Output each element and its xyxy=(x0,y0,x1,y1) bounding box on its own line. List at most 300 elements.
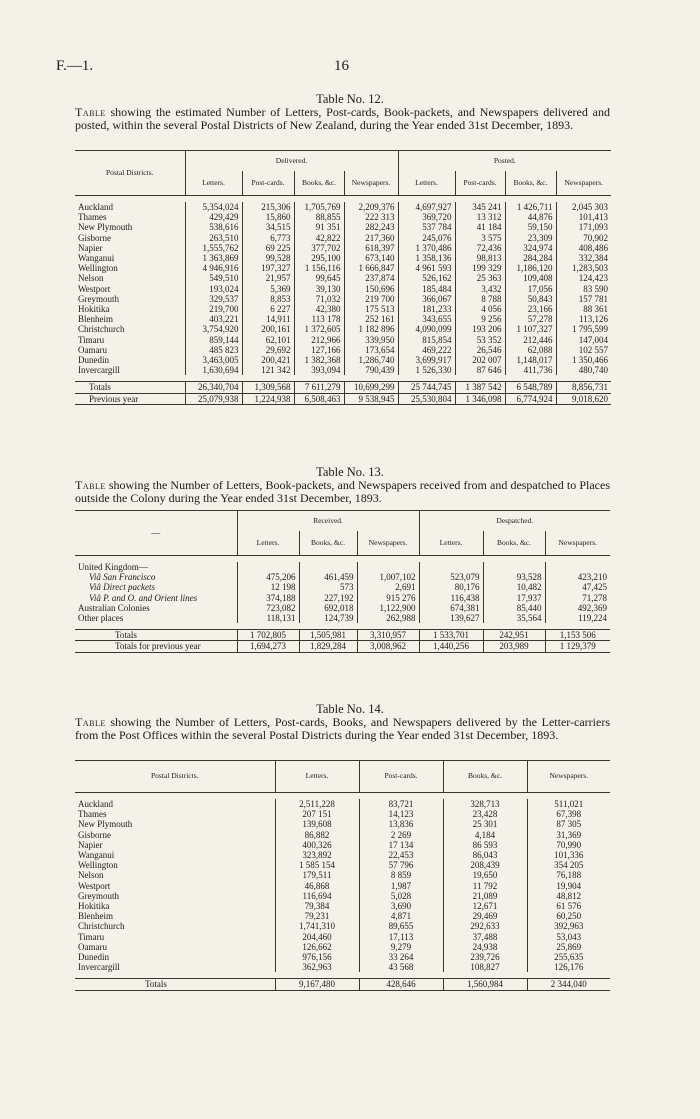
cell-value: 76,188 xyxy=(527,870,610,880)
cell-value: 1,987 xyxy=(359,881,443,891)
origin-name: Viâ P. and O. and Orient lines xyxy=(89,592,198,603)
cell-value: 23,428 xyxy=(443,809,527,819)
cell-value: 19,650 xyxy=(443,870,527,880)
cell-value: 6 227 xyxy=(242,304,294,314)
cell-value: 9,018,620 xyxy=(556,393,611,404)
cell-value: 17 134 xyxy=(359,840,443,850)
table-14-caption-lead: Table xyxy=(75,715,106,729)
cell-value: 87 305 xyxy=(527,819,610,829)
cell-value: 86,882 xyxy=(275,830,359,840)
cell-value: 1 426,711 xyxy=(505,202,556,212)
cell-value: 1,224,938 xyxy=(242,393,294,404)
cell-value: 400,326 xyxy=(275,840,359,850)
cell-value: 549,510 xyxy=(185,273,242,283)
table-12-col-header: Letters. xyxy=(185,171,242,196)
table-row xyxy=(75,233,611,243)
cell-value: 150,696 xyxy=(344,284,398,294)
cell-value: 1 372,605 xyxy=(294,324,344,334)
cell-value: 1 350,466 xyxy=(556,355,611,365)
district-name: Christchurch xyxy=(78,324,125,335)
row-label: Totals xyxy=(115,630,137,641)
district-name: Thames xyxy=(78,212,107,223)
cell-value: 4 961 593 xyxy=(398,263,455,273)
cell-value: 10,699,299 xyxy=(344,382,398,393)
table-13-title: Table No. 13. xyxy=(316,465,384,479)
cell-value: 5,369 xyxy=(242,284,294,294)
district-name: Auckland xyxy=(78,799,113,809)
cell-value: 53 352 xyxy=(455,335,505,345)
table-13-col-header: Letters. xyxy=(419,531,483,556)
cell-value: 72,436 xyxy=(455,243,505,253)
cell-value: 263,510 xyxy=(185,233,242,243)
cell-value: 99,528 xyxy=(242,253,294,263)
cell-value: 9,167,480 xyxy=(275,979,359,990)
district-name: Dunedin xyxy=(78,952,109,963)
cell-value: 9,279 xyxy=(359,942,443,952)
cell-value: 23,166 xyxy=(505,304,556,314)
cell-value: 366,067 xyxy=(398,294,455,304)
cell-value: 88 361 xyxy=(556,304,611,314)
row-label: Totals xyxy=(145,979,167,990)
cell-value: 85,440 xyxy=(483,603,545,613)
cell-value: 227,192 xyxy=(299,593,357,603)
table-14-col-header: Newspapers. xyxy=(527,761,610,793)
cell-value: 362,963 xyxy=(275,962,359,972)
district-name: Blenheim xyxy=(78,911,113,922)
cell-value: 197,327 xyxy=(242,263,294,273)
cell-value: 1,153 506 xyxy=(545,630,610,641)
district-name: Greymouth xyxy=(78,890,119,901)
cell-value: 127,166 xyxy=(294,345,344,355)
cell-value: 98,813 xyxy=(455,253,505,263)
cell-value: 1 156,116 xyxy=(294,263,344,273)
cell-value: 343,655 xyxy=(398,314,455,324)
cell-value: 3,690 xyxy=(359,901,443,911)
page-number: 16 xyxy=(334,58,349,74)
cell-value: 252 161 xyxy=(344,314,398,324)
table-12-col-header: Newspapers. xyxy=(344,171,398,196)
cell-value: 723,082 xyxy=(237,603,299,613)
cell-value: 7 611,279 xyxy=(294,382,344,393)
cell-value: 101,336 xyxy=(527,850,610,860)
table-12-col-header: Post-cards. xyxy=(455,171,505,196)
cell-value: 4,090,099 xyxy=(398,324,455,334)
cell-value: 3,432 xyxy=(455,284,505,294)
district-name: Christchurch xyxy=(78,921,125,932)
cell-value: 4,697,927 xyxy=(398,202,455,212)
cell-value: 215,306 xyxy=(242,202,294,212)
cell-value: 12 198 xyxy=(237,582,299,592)
cell-value: 245,076 xyxy=(398,233,455,243)
table-row xyxy=(75,273,611,283)
origin-name: Viâ San Francisco xyxy=(89,572,156,583)
table-row xyxy=(75,613,610,623)
cell-value: 29,469 xyxy=(443,911,527,921)
table-row xyxy=(75,212,611,222)
cell-value: 3,310,957 xyxy=(357,630,419,641)
cell-value: 2,691 xyxy=(357,582,419,592)
district-name: Gisborne xyxy=(78,232,111,243)
cell-value: 42,822 xyxy=(294,233,344,243)
cell-value: 1 526,330 xyxy=(398,365,455,375)
cell-value: 1,286,740 xyxy=(344,355,398,365)
cell-value: 242,951 xyxy=(483,630,545,641)
cell-value: 109,408 xyxy=(505,273,556,283)
cell-value: 469,222 xyxy=(398,345,455,355)
cell-value: 139,627 xyxy=(419,613,483,623)
cell-value: 118,131 xyxy=(237,613,299,623)
cell-value: 354 205 xyxy=(527,860,610,870)
cell-value: 393,094 xyxy=(294,365,344,375)
cell-value: 480,740 xyxy=(556,365,611,375)
cell-value: 62,088 xyxy=(505,345,556,355)
cell-value: 124,423 xyxy=(556,273,611,283)
cell-value: 25 363 xyxy=(455,273,505,283)
district-name: Nelson xyxy=(78,273,104,284)
cell-value: 429,429 xyxy=(185,212,242,222)
cell-value: 204,460 xyxy=(275,932,359,942)
cell-value: 48,812 xyxy=(527,891,610,901)
cell-value: 239,726 xyxy=(443,952,527,962)
table-row xyxy=(75,562,610,572)
table-14-col-header: Post-cards. xyxy=(359,761,443,793)
district-name: Invercargill xyxy=(78,962,120,973)
table-row xyxy=(75,942,610,952)
cell-value: 139,608 xyxy=(275,819,359,829)
cell-value: 1,694,273 xyxy=(237,641,299,652)
empty-cell xyxy=(545,562,610,572)
table-row xyxy=(75,881,610,891)
cell-value: 1 382,368 xyxy=(294,355,344,365)
cell-value: 199 329 xyxy=(455,263,505,273)
table-13-col-header: Newspapers. xyxy=(357,531,419,556)
table-12-col-header: Books, &c. xyxy=(294,171,344,196)
cell-value: 538,616 xyxy=(185,222,242,232)
cell-value: 1,829,284 xyxy=(299,641,357,652)
cell-value: 219,700 xyxy=(185,304,242,314)
cell-value: 3 575 xyxy=(455,233,505,243)
cell-value: 181,233 xyxy=(398,304,455,314)
table-13-col-header: Newspapers. xyxy=(545,531,610,556)
cell-value: 26,340,704 xyxy=(185,382,242,393)
cell-value: 292,633 xyxy=(443,921,527,931)
cell-value: 35,564 xyxy=(483,613,545,623)
table-row xyxy=(75,593,610,603)
table-row xyxy=(75,603,610,613)
cell-value: 212,966 xyxy=(294,335,344,345)
cell-value: 2,209,376 xyxy=(344,202,398,212)
district-name: Timaru xyxy=(78,334,105,345)
cell-value: 17,056 xyxy=(505,284,556,294)
table-row xyxy=(75,952,610,962)
empty-cell xyxy=(483,562,545,572)
table-row xyxy=(75,809,610,819)
table-14-col-header: Books, &c. xyxy=(443,761,527,793)
table-row xyxy=(75,870,610,880)
table-row xyxy=(75,572,610,582)
cell-value: 93,528 xyxy=(483,572,545,582)
table-row xyxy=(75,962,610,972)
table-12-stub-header: Postal Districts. xyxy=(75,151,185,196)
table-row xyxy=(75,243,611,253)
row-label: Previous year xyxy=(89,393,139,404)
table-row xyxy=(75,850,610,860)
cell-value: 3,463,005 xyxy=(185,355,242,365)
cell-value: 19,904 xyxy=(527,881,610,891)
table-row xyxy=(75,284,611,294)
cell-value: 44,876 xyxy=(505,212,556,222)
table-row xyxy=(75,335,611,345)
cell-value: 377,702 xyxy=(294,243,344,253)
cell-value: 34,515 xyxy=(242,222,294,232)
cell-value: 108,827 xyxy=(443,962,527,972)
empty-cell xyxy=(357,562,419,572)
cell-value: 126,662 xyxy=(275,942,359,952)
table-14-stub-header: Postal Districts. xyxy=(150,771,199,781)
cell-value: 511,021 xyxy=(527,799,610,809)
district-name: Oamaru xyxy=(78,941,107,952)
cell-value: 99,645 xyxy=(294,273,344,283)
table-12 xyxy=(75,150,611,405)
cell-value: 88,855 xyxy=(294,212,344,222)
cell-value: 2 344,040 xyxy=(527,979,610,990)
district-name: Napier xyxy=(78,839,103,850)
cell-value: 26,546 xyxy=(455,345,505,355)
district-name: Auckland xyxy=(78,202,113,212)
cell-value: 46,868 xyxy=(275,881,359,891)
cell-value: 23,309 xyxy=(505,233,556,243)
cell-value: 1 346,098 xyxy=(455,393,505,404)
cell-value: 37,488 xyxy=(443,932,527,942)
cell-value: 25,079,938 xyxy=(185,393,242,404)
cell-value: 4,871 xyxy=(359,911,443,921)
cell-value: 22,453 xyxy=(359,850,443,860)
cell-value: 6,773 xyxy=(242,233,294,243)
cell-value: 237,874 xyxy=(344,273,398,283)
cell-value: 21,089 xyxy=(443,891,527,901)
cell-value: 47,425 xyxy=(545,582,610,592)
cell-value: 102 557 xyxy=(556,345,611,355)
cell-value: 21,957 xyxy=(242,273,294,283)
cell-value: 113 178 xyxy=(294,314,344,324)
cell-value: 692,018 xyxy=(299,603,357,613)
table-12-col-header: Newspapers. xyxy=(556,171,611,196)
cell-value: 374,188 xyxy=(237,593,299,603)
table-12-col-header: Books, &c. xyxy=(505,171,556,196)
table-12-title: Table No. 12. xyxy=(316,92,384,106)
cell-value: 121 342 xyxy=(242,365,294,375)
cell-value: 1 107,327 xyxy=(505,324,556,334)
cell-value: 2,511,228 xyxy=(275,799,359,809)
cell-value: 171,093 xyxy=(556,222,611,232)
table-14-caption-text: showing the Number of Letters, Post-cards, Books, and Newspapers delivered by the Letter-carriers from the Post Offices within the several Postal Districts during the Year ended 31st December, 1893. xyxy=(75,715,610,742)
cell-value: 674,381 xyxy=(419,603,483,613)
table-14-col-header: Letters. xyxy=(275,761,359,793)
cell-value: 43 568 xyxy=(359,962,443,972)
cell-value: 4 946,916 xyxy=(185,263,242,273)
cell-value: 4,184 xyxy=(443,830,527,840)
cell-value: 53,043 xyxy=(527,932,610,942)
table-12-col-header: Letters. xyxy=(398,171,455,196)
table-row xyxy=(75,911,610,921)
cell-value: 392,963 xyxy=(527,921,610,931)
table-14-body xyxy=(75,793,610,991)
cell-value: 8,856,731 xyxy=(556,382,611,393)
cell-value: 25,869 xyxy=(527,942,610,952)
uk-group-label: United Kingdom— xyxy=(78,562,148,572)
table-13 xyxy=(75,510,610,653)
table-14-caption xyxy=(75,716,610,742)
empty-cell xyxy=(299,562,357,572)
cell-value: 537 784 xyxy=(398,222,455,232)
cell-value: 39,130 xyxy=(294,284,344,294)
table-row xyxy=(75,891,610,901)
cell-value: 57,278 xyxy=(505,314,556,324)
cell-value: 324,974 xyxy=(505,243,556,253)
cell-value: 475,206 xyxy=(237,572,299,582)
table-12-previous-row xyxy=(75,393,611,404)
table-12-caption-lead: Table xyxy=(75,105,106,119)
table-row xyxy=(75,314,611,324)
district-name: Wanganui xyxy=(78,253,115,264)
cell-value: 10,482 xyxy=(483,582,545,592)
district-name: Napier xyxy=(78,242,103,253)
table-12-caption xyxy=(75,106,610,132)
table-row xyxy=(75,355,611,365)
cell-value: 8,853 xyxy=(242,294,294,304)
table-row xyxy=(75,202,611,212)
cell-value: 25 301 xyxy=(443,819,527,829)
cell-value: 1 370,486 xyxy=(398,243,455,253)
cell-value: 62,101 xyxy=(242,335,294,345)
cell-value: 1 387 542 xyxy=(455,382,505,393)
table-13-caption xyxy=(75,479,610,505)
cell-value: 219 700 xyxy=(344,294,398,304)
district-name: Westport xyxy=(78,283,111,294)
cell-value: 202 007 xyxy=(455,355,505,365)
cell-value: 1,440,256 xyxy=(419,641,483,652)
cell-value: 1 358,136 xyxy=(398,253,455,263)
cell-value: 1 666,847 xyxy=(344,263,398,273)
table-row xyxy=(75,324,611,334)
cell-value: 203,989 xyxy=(483,641,545,652)
table-14 xyxy=(75,760,610,991)
cell-value: 976,156 xyxy=(275,952,359,962)
cell-value: 1 363,869 xyxy=(185,253,242,263)
cell-value: 1 585 154 xyxy=(275,860,359,870)
table-row xyxy=(75,294,611,304)
cell-value: 1 702,805 xyxy=(237,630,299,641)
table-row xyxy=(75,830,610,840)
cell-value: 295,100 xyxy=(294,253,344,263)
table-row xyxy=(75,263,611,273)
cell-value: 284,284 xyxy=(505,253,556,263)
table-row xyxy=(75,860,610,870)
district-name: Dunedin xyxy=(78,355,109,366)
cell-value: 25 744,745 xyxy=(398,382,455,393)
district-name: Timaru xyxy=(78,931,105,942)
cell-value: 1,630,694 xyxy=(185,365,242,375)
table-row xyxy=(75,582,610,592)
cell-value: 113,126 xyxy=(556,314,611,324)
cell-value: 33 264 xyxy=(359,952,443,962)
cell-value: 485 823 xyxy=(185,345,242,355)
cell-value: 71,278 xyxy=(545,593,610,603)
cell-value: 57 796 xyxy=(359,860,443,870)
table-row xyxy=(75,304,611,314)
table-row xyxy=(75,345,611,355)
table-12-caption-text: showing the estimated Number of Letters, Post-cards, Book-packets, and Newspapers delivered and posted, within the several Postal Districts of New Zealand, during the Year ended 31st December, 1893. xyxy=(75,105,610,132)
cell-value: 1,505,981 xyxy=(299,630,357,641)
cell-value: 673,140 xyxy=(344,253,398,263)
cell-value: 790,439 xyxy=(344,365,398,375)
cell-value: 87 646 xyxy=(455,365,505,375)
table-row xyxy=(75,901,610,911)
cell-value: 61 576 xyxy=(527,901,610,911)
cell-value: 86,043 xyxy=(443,850,527,860)
cell-value: 83,721 xyxy=(359,799,443,809)
cell-value: 12,671 xyxy=(443,901,527,911)
table-14-title: Table No. 14. xyxy=(316,702,384,716)
cell-value: 6,774,924 xyxy=(505,393,556,404)
district-name: Oamaru xyxy=(78,344,107,355)
cell-value: 116,438 xyxy=(419,593,483,603)
cell-value: 1,309,568 xyxy=(242,382,294,393)
cell-value: 14,911 xyxy=(242,314,294,324)
table-row xyxy=(75,253,611,263)
cell-value: 9 538,945 xyxy=(344,393,398,404)
cell-value: 119,224 xyxy=(545,613,610,623)
cell-value: 526,162 xyxy=(398,273,455,283)
district-name: New Plymouth xyxy=(78,819,133,830)
cell-value: 9 256 xyxy=(455,314,505,324)
cell-value: 1 182 896 xyxy=(344,324,398,334)
empty-cell xyxy=(237,562,299,572)
cell-value: 173,654 xyxy=(344,345,398,355)
cell-value: 101,413 xyxy=(556,212,611,222)
row-label: Totals for previous year xyxy=(115,641,201,652)
district-name: Wellington xyxy=(78,860,118,871)
cell-value: 79,384 xyxy=(275,901,359,911)
cell-value: 11 792 xyxy=(443,881,527,891)
cell-value: 1,283,503 xyxy=(556,263,611,273)
cell-value: 17,113 xyxy=(359,932,443,942)
cell-value: 29,692 xyxy=(242,345,294,355)
table-row xyxy=(75,222,611,232)
cell-value: 193,024 xyxy=(185,284,242,294)
cell-value: 408,486 xyxy=(556,243,611,253)
cell-value: 5,354,024 xyxy=(185,202,242,212)
table-13-col-header: Books, &c. xyxy=(299,531,357,556)
cell-value: 2,045 303 xyxy=(556,202,611,212)
cell-value: 126,176 xyxy=(527,962,610,972)
cell-value: 523,079 xyxy=(419,572,483,582)
cell-value: 262,988 xyxy=(357,613,419,623)
table-row xyxy=(75,799,610,809)
cell-value: 1 795,599 xyxy=(556,324,611,334)
cell-value: 6 548,789 xyxy=(505,382,556,393)
cell-value: 3,754,920 xyxy=(185,324,242,334)
cell-value: 24,938 xyxy=(443,942,527,952)
table-13-col-header: Books, &c. xyxy=(483,531,545,556)
cell-value: 6,508,463 xyxy=(294,393,344,404)
cell-value: 328,713 xyxy=(443,799,527,809)
cell-value: 157 781 xyxy=(556,294,611,304)
cell-value: 1,555,762 xyxy=(185,243,242,253)
cell-value: 492,369 xyxy=(545,603,610,613)
cell-value: 1,148,017 xyxy=(505,355,556,365)
cell-value: 59,150 xyxy=(505,222,556,232)
